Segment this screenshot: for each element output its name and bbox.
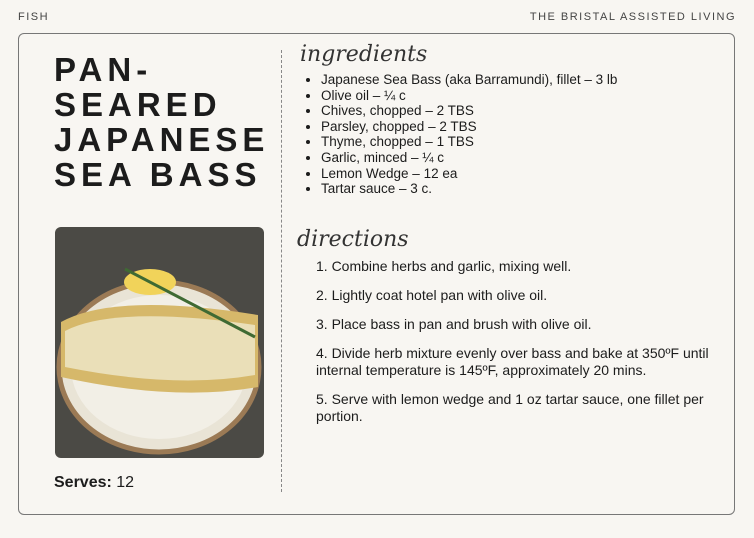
ingredient: • Tartar sauce – 3 c. — [321, 181, 617, 197]
direction-step: 5. Serve with lemon wedge and 1 oz tartar sauce, one fillet per portion. — [316, 391, 704, 424]
serves-label: Serves: — [54, 474, 112, 491]
title-line: SEARED — [54, 86, 222, 123]
directions-heading: directions — [297, 227, 409, 252]
directions-list — [316, 258, 716, 437]
ingredient: • Parsley, chopped – 2 TBS — [321, 119, 617, 135]
title-line: JAPANESE — [54, 121, 270, 158]
title-line: PAN- — [54, 51, 153, 88]
direction-step: 1. Combine herbs and garlic, mixing well. — [316, 258, 572, 274]
ingredient: • Garlic, minced – ¼ c — [321, 150, 617, 166]
ingredients-list — [303, 72, 617, 197]
direction-step: 4. Divide herb mixture evenly over bass and bake at 350ºF until internal temperature is 145ºF, approximately 20 mins. — [316, 345, 709, 378]
serves-value: 12 — [116, 474, 135, 491]
category-label: FISH — [18, 11, 50, 23]
ingredients-heading: ingredients — [300, 42, 428, 67]
title-line: SEA BASS — [54, 156, 262, 193]
ingredient: • Olive oil – ¼ c — [321, 88, 617, 104]
ingredient: • Japanese Sea Bass (aka Barramundi), fillet – 3 lb — [321, 72, 617, 88]
direction-step: 3. Place bass in pan and brush with olive oil. — [316, 316, 592, 332]
dish-photo — [55, 227, 264, 458]
recipe-title — [54, 52, 269, 192]
brand-label: THE BRISTAL ASSISTED LIVING — [529, 11, 736, 23]
ingredient: • Thyme, chopped – 1 TBS — [321, 134, 617, 150]
ingredient: • Lemon Wedge – 12 ea — [321, 166, 617, 182]
ingredient: • Chives, chopped – 2 TBS — [321, 103, 617, 119]
serves — [54, 474, 134, 492]
direction-step: 2. Lightly coat hotel pan with olive oil. — [316, 287, 548, 303]
divider — [281, 50, 282, 492]
